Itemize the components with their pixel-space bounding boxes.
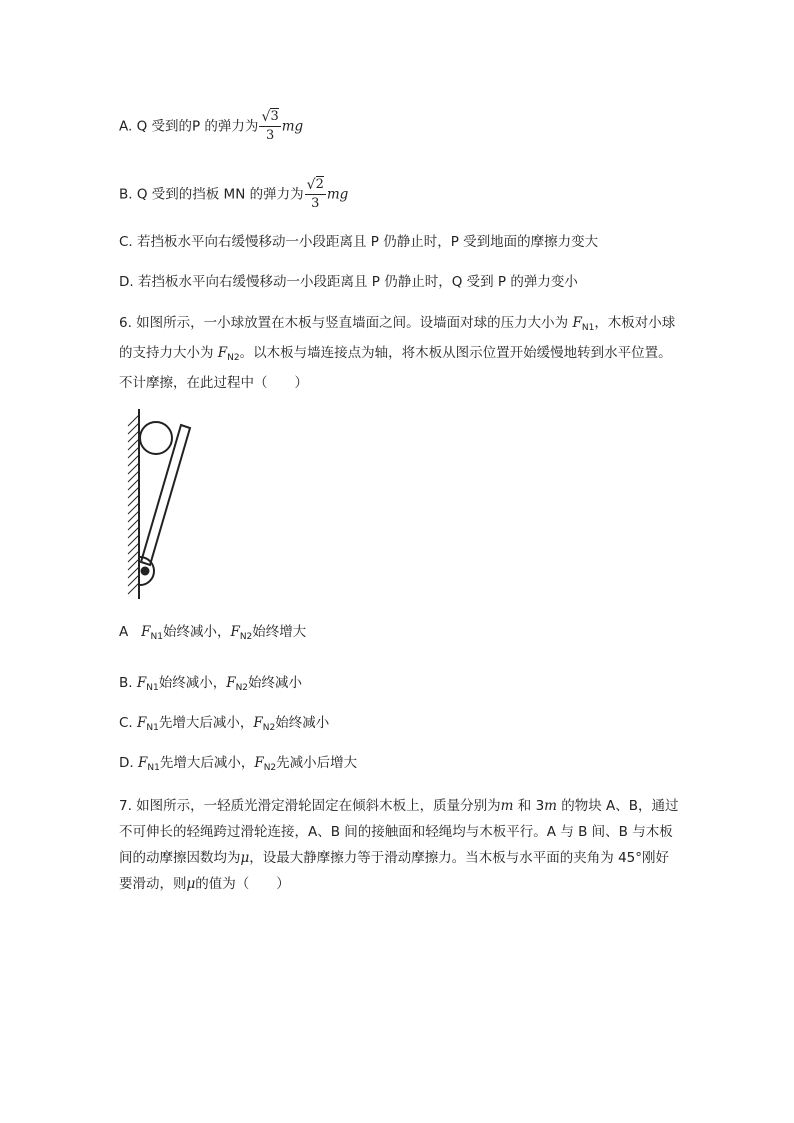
q6-text-3: 。以木板与墙连接点为轴，将木板从图示位置开始缓慢地转到水平位置。不计摩擦，在此过程中（ ）	[119, 345, 672, 391]
q6-option-c-fn1: F	[137, 715, 147, 731]
q6-option-b-fn2-sub: N2	[235, 683, 249, 693]
q6-option-b-fn1: F	[136, 675, 147, 691]
q6-option-a-prefix: A	[119, 624, 142, 640]
q6-option-b-text-2: 始终减小	[248, 675, 303, 691]
q7-mu-symbol-2: μ	[186, 876, 196, 892]
q7-mu-symbol-1: μ	[240, 850, 250, 866]
option-a-denominator: 3	[265, 128, 275, 143]
option-d: D. 若挡板水平向右缓慢移动一小段距离且 P 仍静止时，Q 受到 P 的弹力变小	[119, 274, 578, 290]
question-6-stem	[119, 311, 679, 396]
wall-hatching	[128, 415, 139, 594]
ball	[140, 422, 172, 454]
q7-mass-symbol-1: m	[500, 798, 514, 814]
option-b-fraction: √ 2 3	[306, 177, 324, 211]
option-b-radicand: 2	[315, 177, 324, 192]
q6-fn2-symbol: F	[217, 345, 228, 361]
option-b-label: B. Q 受到的挡板 MN 的弹力为	[119, 186, 304, 203]
question-7-stem	[119, 793, 679, 897]
q7-text-3: 的物块 A、B，通过不可伸长的轻绳跨过滑轮连接，A、B 间的接触面和轻绳均与木板平行。A 与 B 间、B 与木板间的动摩擦因数均为	[119, 798, 679, 866]
q6-option-d-text-1: 先增大后减小，	[159, 755, 255, 771]
q6-option-d-fn2: F	[254, 755, 264, 771]
q6-fn1-subscript: N1	[581, 323, 595, 333]
q7-mass-symbol-2: m	[544, 798, 557, 814]
q6-fn1-symbol: F	[572, 315, 582, 331]
q6-option-b-fn2: F	[226, 675, 236, 691]
q7-text-1: 7. 如图所示，一轻质光滑定滑轮固定在倾斜木板上，质量分别为	[119, 798, 501, 814]
q6-option-b-fn1-sub: N1	[146, 683, 159, 693]
q6-option-a-text-1: 始终减小，	[162, 624, 231, 640]
q6-option-d-fn1: F	[137, 755, 148, 771]
q6-option-a-text-2: 始终增大	[252, 624, 307, 640]
q6-option-c-fn2-sub: N2	[262, 723, 276, 733]
option-b-unit: mg	[326, 186, 349, 203]
option-a-radicand: 3	[270, 109, 279, 124]
q6-option-d-fn2-sub: N2	[263, 763, 277, 773]
q6-option-c-text-2: 始终减小	[275, 715, 330, 731]
q6-option-a-fn2: F	[230, 624, 240, 640]
option-a-unit: mg	[281, 118, 304, 135]
q6-text-1: 6. 如图所示，一小球放置在木板与竖直墙面之间。设墙面对球的压力大小为	[119, 315, 573, 331]
q6-option-d-fn1-sub: N1	[147, 763, 160, 773]
wall-board-ball-diagram	[119, 405, 199, 605]
q7-text-4: ，设最大静摩擦力等于滑动摩擦力。当木板与水平面的夹角为 45°刚好要滑动，则	[119, 850, 669, 892]
q6-option-a	[119, 622, 306, 647]
option-c: C. 若挡板水平向右缓慢移动一小段距离且 P 仍静止时，P 受到地面的摩擦力变大	[119, 234, 599, 250]
q6-option-d	[119, 753, 357, 778]
q6-option-a-fn1: F	[141, 624, 151, 640]
q7-text-5: 的值为（ ）	[195, 876, 290, 892]
q6-text-2: ，木板对小球的支持力大小为	[119, 315, 676, 361]
q7-text-2: 和 3	[513, 798, 545, 814]
q6-option-a-fn2-sub: N2	[239, 632, 253, 642]
q6-option-b	[119, 673, 302, 698]
option-b	[119, 176, 348, 213]
q6-option-c-prefix: C.	[119, 715, 138, 731]
q6-option-c-text-1: 先增大后减小，	[158, 715, 254, 731]
q6-option-a-fn1-sub: N1	[150, 632, 163, 642]
q6-option-d-prefix: D.	[119, 755, 138, 771]
q6-option-b-text-1: 始终减小，	[158, 675, 227, 691]
option-b-denominator: 3	[311, 196, 320, 211]
q6-option-c-fn1-sub: N1	[146, 723, 159, 733]
q6-option-c-fn2: F	[253, 715, 263, 731]
q6-option-b-prefix: B.	[119, 675, 137, 691]
q6-option-c	[119, 713, 329, 738]
option-a	[119, 108, 303, 145]
q6-option-d-text-2: 先减小后增大	[276, 755, 358, 771]
option-a-fraction: √ 3 3	[261, 109, 279, 143]
q6-fn2-subscript: N2	[227, 353, 240, 363]
hinge-pivot	[141, 567, 150, 576]
option-a-label: A. Q 受到的P 的弹力为	[119, 118, 259, 135]
